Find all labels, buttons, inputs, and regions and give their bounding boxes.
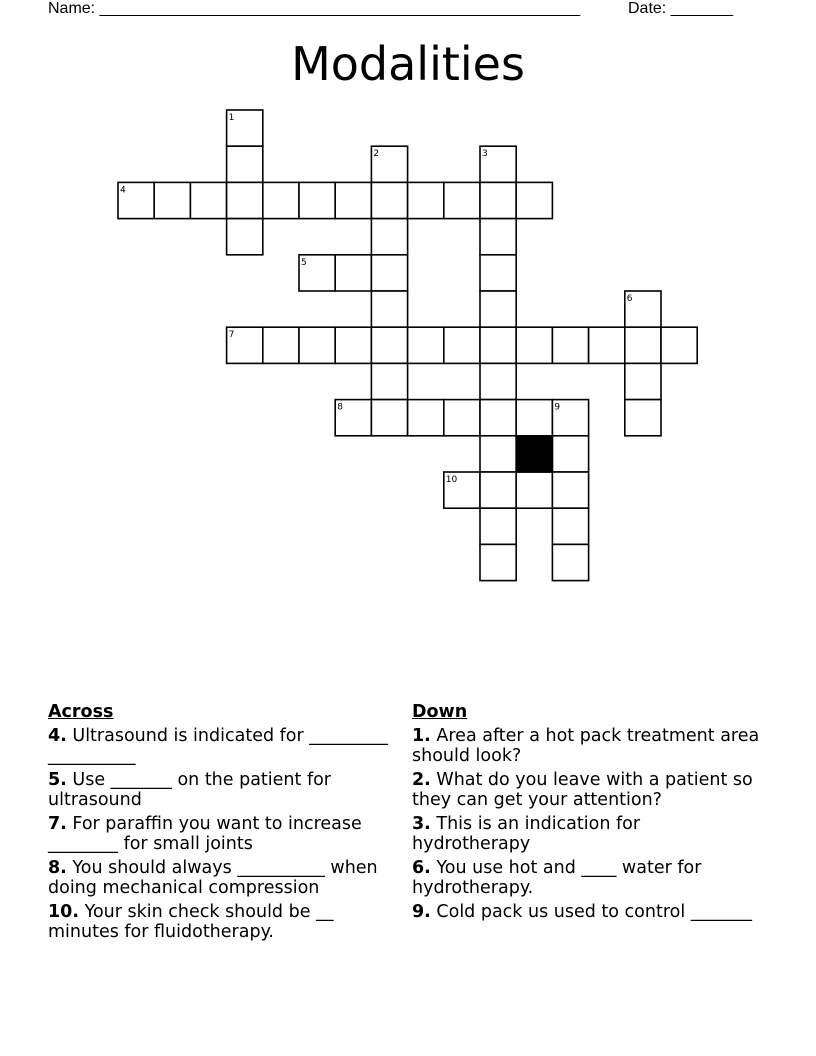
crossword-cell (516, 182, 552, 218)
crossword-cell (444, 400, 480, 436)
crossword-cell (625, 363, 661, 399)
across-clue (48, 858, 393, 898)
crossword-cell (480, 472, 516, 508)
crossword-cell (444, 182, 480, 218)
crossword-cell (480, 255, 516, 291)
clue-number-label: 10 (445, 475, 458, 485)
crossword-cell (480, 327, 516, 363)
crossword-cell (444, 327, 480, 363)
clue-number-label: 4 (120, 185, 126, 196)
clue-number-label: 9 (554, 402, 561, 413)
crossword-cell (516, 400, 552, 436)
crossword-cell (516, 327, 552, 363)
crossword-cell (371, 400, 407, 436)
clue-number-label: 6 (626, 294, 633, 304)
down-clue (412, 814, 762, 854)
crossword-cell (625, 327, 661, 363)
crossword-cell (408, 327, 444, 363)
clue-text: You should always __________ when doing mechanical compression (48, 858, 378, 898)
clue-number-label: 1 (228, 113, 235, 123)
down-clue (412, 770, 762, 810)
clue-number-label: 8 (337, 402, 343, 413)
across-clue (48, 770, 393, 810)
clue-text: Use _______ on the patient for ultrasound (48, 770, 332, 810)
clue-number: 8. (48, 858, 67, 878)
crossword-cell (552, 472, 588, 508)
crossword-cell (371, 327, 407, 363)
down-clues (412, 702, 762, 926)
crossword-cell (227, 219, 263, 255)
crossword-cell (371, 363, 407, 399)
crossword-cell (480, 219, 516, 255)
clue-text: Your skin check should be __ minutes for fluidotherapy. (48, 902, 334, 942)
crossword-cell (371, 182, 407, 218)
crossword-cell (552, 508, 588, 544)
crossword-cell (480, 508, 516, 544)
clue-number-label: 2 (373, 149, 380, 160)
crossword-cell (227, 182, 263, 218)
crossword-cell (263, 327, 299, 363)
clue-text: What do you leave with a patient so they can get your attention? (412, 770, 753, 810)
clue-number: 6. (412, 858, 431, 878)
down-clue (412, 858, 762, 898)
clue-text: You use hot and ____ water for hydrotherapy. (412, 858, 702, 898)
crossword-cell (480, 291, 516, 327)
clue-number: 9. (412, 902, 431, 922)
across-clue (48, 902, 393, 942)
crossword-cell (335, 255, 371, 291)
crossword-cell (408, 182, 444, 218)
crossword-cell (299, 327, 335, 363)
crossword-cell (516, 472, 552, 508)
crossword-cell (589, 327, 625, 363)
crossword-cell (371, 255, 407, 291)
clue-text: Cold pack us used to control _______ (430, 902, 753, 922)
crossword-cell (299, 182, 335, 218)
clue-number: 10. (48, 902, 80, 922)
clue-number-label: 5 (301, 257, 307, 268)
crossword-cell (480, 363, 516, 399)
crossword-cell (371, 291, 407, 327)
clue-number: 2. (412, 770, 431, 790)
crossword-cell (408, 400, 444, 436)
crossword-cell (552, 544, 588, 580)
crossword-cell (263, 182, 299, 218)
clue-number: 5. (48, 770, 67, 790)
page-title: Modalities (291, 37, 525, 91)
across-clue (48, 814, 393, 854)
clue-number: 3. (412, 814, 431, 834)
crossword-cell (480, 436, 516, 472)
clue-number: 7. (48, 814, 67, 834)
down-heading: Down (412, 702, 468, 722)
crossword-cell (625, 400, 661, 436)
crossword-cell (190, 182, 226, 218)
crossword-cell (371, 219, 407, 255)
clue-number: 1. (412, 726, 431, 746)
clue-text: Area after a hot pack treatment area should look? (412, 726, 760, 766)
clue-text: For paraffin you want to increase ________ for small joints (48, 814, 362, 854)
crossword-cell (480, 400, 516, 436)
clue-text: Ultrasound is indicated for _________ __________ (48, 726, 389, 766)
down-clue (412, 726, 762, 766)
clue-number: 4. (48, 726, 67, 746)
across-clues (48, 702, 393, 946)
down-clue (412, 902, 762, 922)
name-line: Name: ______________________________________________________ (48, 0, 581, 17)
crossword-cell (552, 436, 588, 472)
crossword-cell (335, 182, 371, 218)
clue-number-label: 3 (482, 149, 488, 160)
crossword-cell (480, 544, 516, 580)
date-line: Date: _______ (628, 0, 733, 17)
crossword-cell (227, 146, 263, 182)
clue-number-label: 7 (228, 330, 235, 341)
crossword-cell (480, 182, 516, 218)
crossword-cell (552, 327, 588, 363)
crossword-cell (661, 327, 697, 363)
crossword-cell (154, 182, 190, 218)
across-clue (48, 726, 393, 766)
across-heading: Across (48, 702, 114, 722)
clue-text: This is an indication for hydrotherapy (412, 814, 641, 854)
crossword-cell (335, 327, 371, 363)
blocked-cell (516, 436, 552, 472)
